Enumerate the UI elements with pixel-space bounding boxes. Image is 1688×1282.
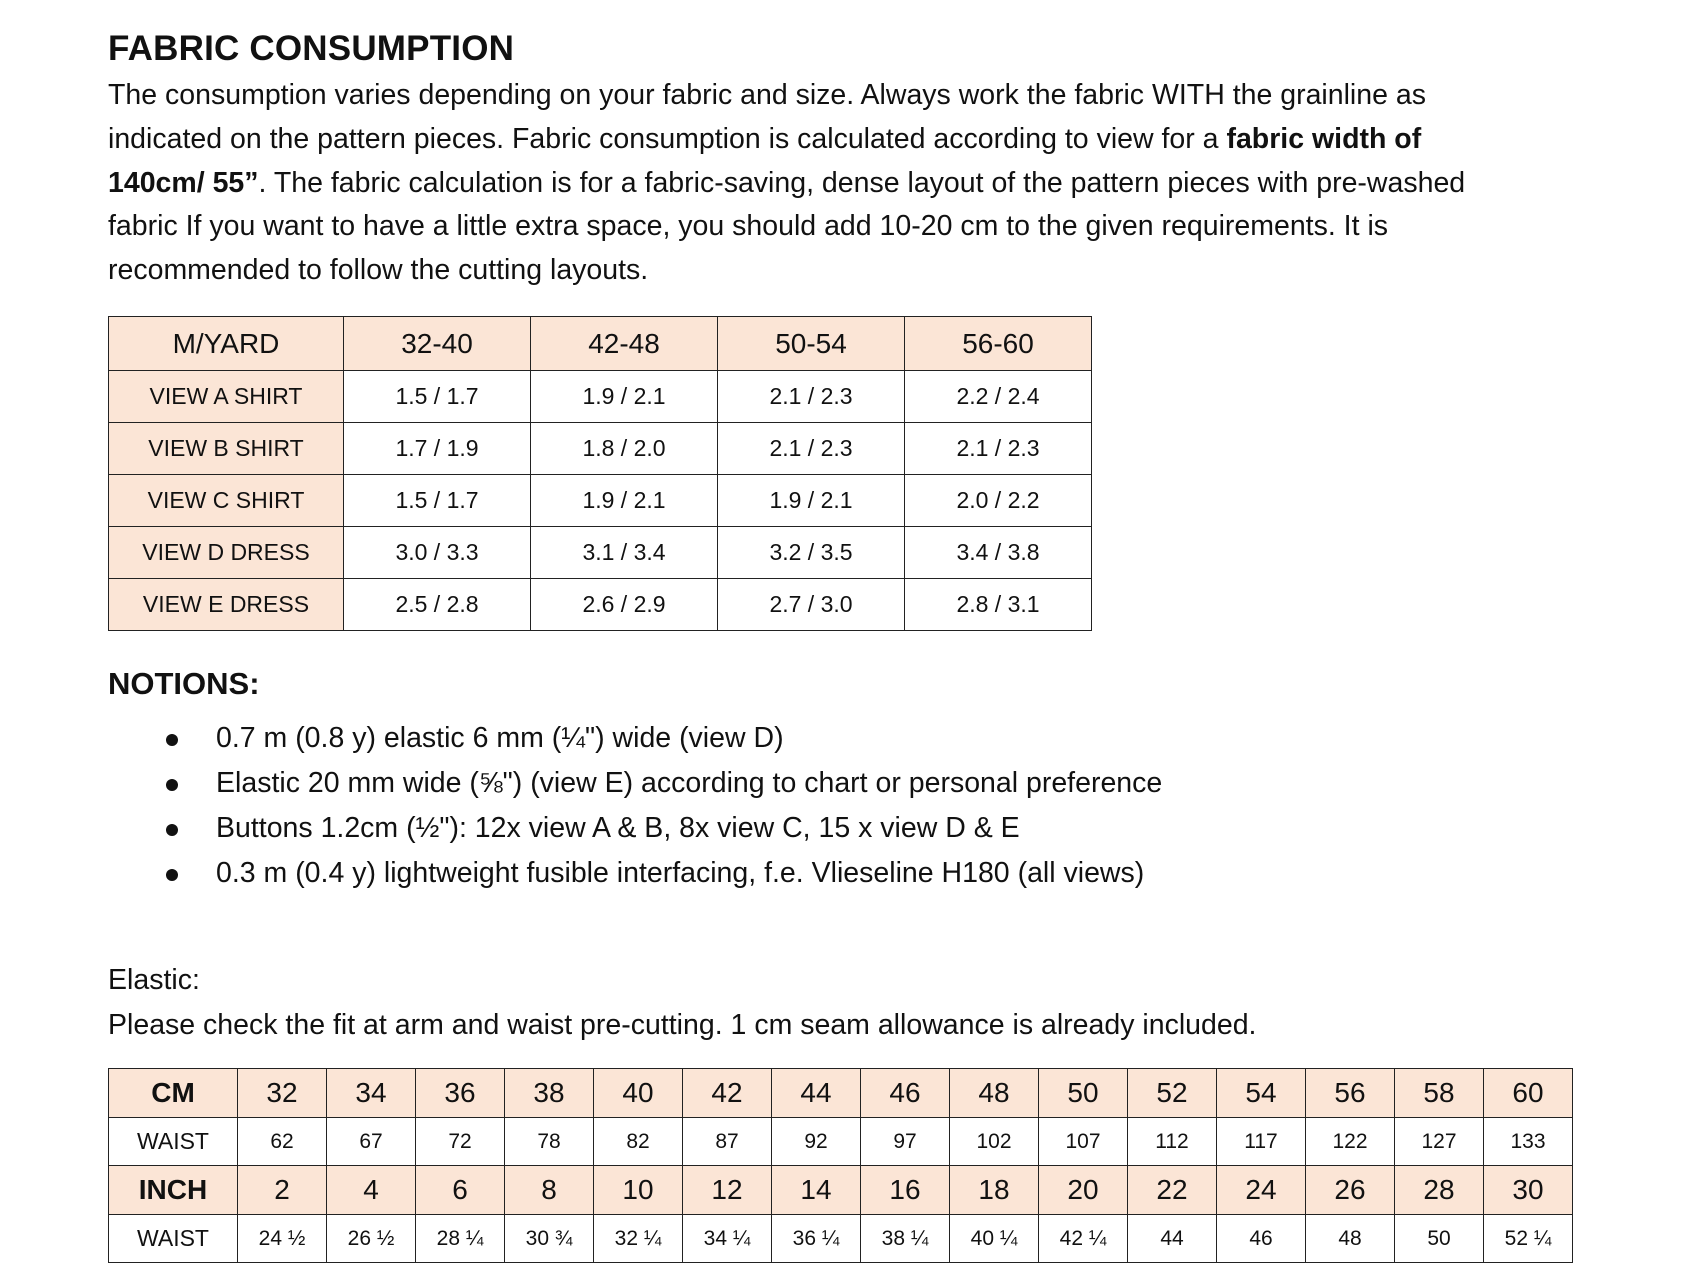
table-cell: 3.0 / 3.3 <box>344 527 531 579</box>
table-cell: 3.4 / 3.8 <box>905 527 1092 579</box>
size-cell: 60 <box>1484 1069 1573 1118</box>
row-label: VIEW E DRESS <box>109 579 344 631</box>
table-row <box>109 423 1092 475</box>
list-item <box>166 851 1162 896</box>
waist-cell: 38 ¼ <box>861 1215 950 1263</box>
cm-waist-row <box>109 1118 1573 1166</box>
table-cell: 2.1 / 2.3 <box>905 423 1092 475</box>
waist-cell: 50 <box>1395 1215 1484 1263</box>
size-cell: 8 <box>505 1166 594 1215</box>
size-cell: 48 <box>950 1069 1039 1118</box>
row-label: VIEW D DRESS <box>109 527 344 579</box>
consumption-header-cell: 42-48 <box>531 317 718 371</box>
row-label: VIEW A SHIRT <box>109 371 344 423</box>
consumption-header-row <box>109 317 1092 371</box>
size-cell: 46 <box>861 1069 950 1118</box>
table-cell: 2.1 / 2.3 <box>718 371 905 423</box>
size-cell: 30 <box>1484 1166 1573 1215</box>
waist-cell: 92 <box>772 1118 861 1166</box>
size-cell: 52 <box>1128 1069 1217 1118</box>
table-cell: 1.5 / 1.7 <box>344 371 531 423</box>
size-cell: 14 <box>772 1166 861 1215</box>
inch-size-row <box>109 1166 1573 1215</box>
size-cell: 12 <box>683 1166 772 1215</box>
waist-cell: 82 <box>594 1118 683 1166</box>
intro-text-part1: The consumption varies depending on your fabric and size. Always work the fabric WITH the grainline as indicated on the pattern pieces. Fabric consumption is calculated according to view for a <box>108 79 1426 155</box>
table-cell: 2.1 / 2.3 <box>718 423 905 475</box>
notions-title: NOTIONS: <box>108 666 260 701</box>
cm-waist-label: WAIST <box>109 1118 238 1166</box>
waist-cell: 44 <box>1128 1215 1217 1263</box>
table-cell: 1.5 / 1.7 <box>344 475 531 527</box>
consumption-header-cell: 50-54 <box>718 317 905 371</box>
size-cell: 36 <box>416 1069 505 1118</box>
size-cell: 6 <box>416 1166 505 1215</box>
size-cell: 24 <box>1217 1166 1306 1215</box>
waist-cell: 127 <box>1395 1118 1484 1166</box>
size-cell: 54 <box>1217 1069 1306 1118</box>
waist-cell: 97 <box>861 1118 950 1166</box>
consumption-header-cell: 56-60 <box>905 317 1092 371</box>
table-cell: 2.5 / 2.8 <box>344 579 531 631</box>
waist-cell: 122 <box>1306 1118 1395 1166</box>
bullet-icon <box>166 734 178 746</box>
table-cell: 1.9 / 2.1 <box>531 475 718 527</box>
list-item <box>166 716 1162 761</box>
table-cell: 2.7 / 3.0 <box>718 579 905 631</box>
size-cell: 42 <box>683 1069 772 1118</box>
bullet-icon <box>166 779 178 791</box>
intro-paragraph <box>108 74 1508 293</box>
table-row <box>109 475 1092 527</box>
page-title: FABRIC CONSUMPTION <box>108 29 515 68</box>
intro-text-bold: fabric width of 140cm/ 55” <box>108 122 1422 199</box>
size-cell: 2 <box>238 1166 327 1215</box>
waist-cell: 24 ½ <box>238 1215 327 1263</box>
table-cell: 1.7 / 1.9 <box>344 423 531 475</box>
list-item-text: Buttons 1.2cm (½"): 12x view A & B, 8x view C, 15 x view D & E <box>216 812 1020 844</box>
list-item-text: 0.7 m (0.8 y) elastic 6 mm (¼") wide (view D) <box>216 722 784 754</box>
intro-text-part2: . The fabric calculation is for a fabric-saving, dense layout of the pattern pieces with pre-washed fabric If you want to have a little extra space, you should add 10-20 cm to the given requirements. It is recommended to follow the cutting layouts. <box>108 166 1466 287</box>
consumption-header-cell: M/YARD <box>109 317 344 371</box>
waist-cell: 46 <box>1217 1215 1306 1263</box>
size-cell: 58 <box>1395 1069 1484 1118</box>
row-label: VIEW C SHIRT <box>109 475 344 527</box>
inch-waist-label: WAIST <box>109 1215 238 1263</box>
table-cell: 1.9 / 2.1 <box>531 371 718 423</box>
table-cell: 2.6 / 2.9 <box>531 579 718 631</box>
size-cell: 18 <box>950 1166 1039 1215</box>
size-cell: 56 <box>1306 1069 1395 1118</box>
waist-cell: 117 <box>1217 1118 1306 1166</box>
cm-label: CM <box>109 1069 238 1118</box>
row-label: VIEW B SHIRT <box>109 423 344 475</box>
size-cell: 28 <box>1395 1166 1484 1215</box>
size-cell: 4 <box>327 1166 416 1215</box>
list-item <box>166 806 1162 851</box>
list-item-text: Elastic 20 mm wide (⅝") (view E) according to chart or personal preference <box>216 767 1163 799</box>
size-cell: 44 <box>772 1069 861 1118</box>
table-cell: 3.1 / 3.4 <box>531 527 718 579</box>
size-cell: 38 <box>505 1069 594 1118</box>
waist-cell: 34 ¼ <box>683 1215 772 1263</box>
elastic-title: Elastic: <box>108 964 200 996</box>
table-cell: 1.8 / 2.0 <box>531 423 718 475</box>
size-cell: 50 <box>1039 1069 1128 1118</box>
table-row <box>109 371 1092 423</box>
table-cell: 1.9 / 2.1 <box>718 475 905 527</box>
size-cell: 10 <box>594 1166 683 1215</box>
inch-waist-row <box>109 1215 1573 1263</box>
waist-cell: 78 <box>505 1118 594 1166</box>
waist-cell: 67 <box>327 1118 416 1166</box>
bullet-icon <box>166 869 178 881</box>
size-cell: 40 <box>594 1069 683 1118</box>
table-cell: 3.2 / 3.5 <box>718 527 905 579</box>
consumption-header-cell: 32-40 <box>344 317 531 371</box>
size-cell: 32 <box>238 1069 327 1118</box>
list-item-text: 0.3 m (0.4 y) lightweight fusible interfacing, f.e. Vlieseline H180 (all views) <box>216 857 1145 889</box>
table-row <box>109 579 1092 631</box>
waist-cell: 133 <box>1484 1118 1573 1166</box>
size-cell: 22 <box>1128 1166 1217 1215</box>
waist-cell: 26 ½ <box>327 1215 416 1263</box>
size-cell: 34 <box>327 1069 416 1118</box>
waist-cell: 42 ¼ <box>1039 1215 1128 1263</box>
size-cell: 20 <box>1039 1166 1128 1215</box>
waist-cell: 72 <box>416 1118 505 1166</box>
list-item <box>166 761 1162 806</box>
waist-cell: 36 ¼ <box>772 1215 861 1263</box>
waist-cell: 62 <box>238 1118 327 1166</box>
inch-label: INCH <box>109 1166 238 1215</box>
waist-cell: 102 <box>950 1118 1039 1166</box>
waist-cell: 28 ¼ <box>416 1215 505 1263</box>
table-cell: 2.8 / 3.1 <box>905 579 1092 631</box>
cm-size-row <box>109 1069 1573 1118</box>
table-cell: 2.2 / 2.4 <box>905 371 1092 423</box>
waist-cell: 52 ¼ <box>1484 1215 1573 1263</box>
waist-cell: 48 <box>1306 1215 1395 1263</box>
elastic-description: Please check the fit at arm and waist pre-cutting. 1 cm seam allowance is already included. <box>108 1009 1257 1041</box>
size-cell: 16 <box>861 1166 950 1215</box>
waist-cell: 112 <box>1128 1118 1217 1166</box>
notions-list <box>166 716 1162 896</box>
bullet-icon <box>166 824 178 836</box>
elastic-size-table <box>108 1068 1573 1263</box>
document-page <box>108 26 1608 1251</box>
waist-cell: 107 <box>1039 1118 1128 1166</box>
waist-cell: 32 ¼ <box>594 1215 683 1263</box>
table-row <box>109 527 1092 579</box>
table-cell: 2.0 / 2.2 <box>905 475 1092 527</box>
waist-cell: 30 ¾ <box>505 1215 594 1263</box>
waist-cell: 87 <box>683 1118 772 1166</box>
fabric-consumption-table <box>108 316 1092 631</box>
size-cell: 26 <box>1306 1166 1395 1215</box>
waist-cell: 40 ¼ <box>950 1215 1039 1263</box>
